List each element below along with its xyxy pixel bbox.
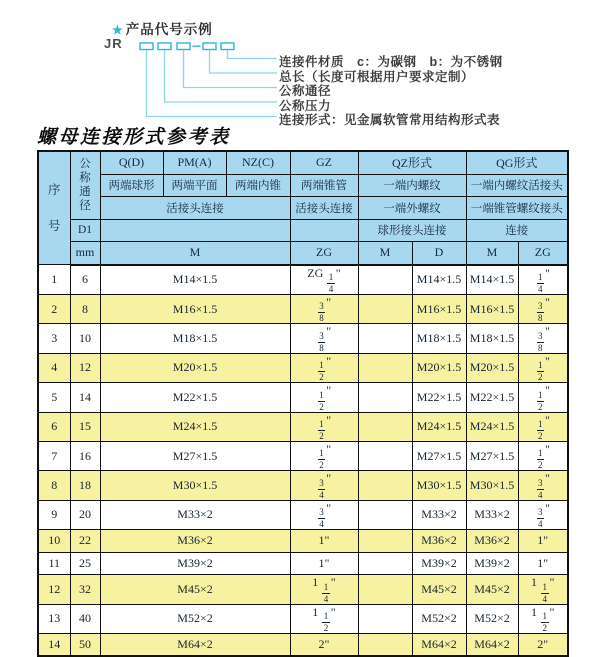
cell-dn: 15 (70, 412, 100, 441)
cell-qz-d: M45×2 (412, 575, 466, 604)
cell-m: M39×2 (100, 552, 290, 575)
cell-seq: 7 (38, 441, 70, 470)
diagram-heading-text: 产品代号示例 (125, 22, 213, 37)
cell-dn: 32 (70, 575, 100, 604)
pm-ends-desc: 两端平面 (163, 174, 226, 197)
qpmnz-spacer (100, 219, 290, 242)
cell-dn: 16 (70, 441, 100, 470)
cell-m: M14×1.5 (100, 265, 290, 295)
cell-m: M64×2 (100, 633, 290, 656)
col-header-pm: PM(A) (163, 151, 226, 174)
cell-seq: 12 (38, 575, 70, 604)
cell-dn: 50 (70, 633, 100, 656)
qg-m-subheader: M (466, 242, 518, 265)
gz-spacer (290, 219, 358, 242)
col-header-nz: NZ(C) (226, 151, 290, 174)
cell-m: M27×1.5 (100, 441, 290, 470)
cell-seq: 2 (38, 294, 70, 323)
cell-seq: 14 (38, 633, 70, 656)
cell-qg-zg: $\frac{1}{4}$ " (518, 265, 568, 295)
cell-qg-zg: $\frac{1}{2}$ " (518, 412, 568, 441)
cell-qz-m (358, 294, 412, 323)
cell-qg-zg: $\frac{1}{2}$ " (518, 353, 568, 382)
cell-dn: 40 (70, 604, 100, 633)
cell-gz-zg: $\frac{3}{8}$ " (290, 324, 358, 353)
cell-dn: 22 (70, 530, 100, 553)
cell-m: M52×2 (100, 604, 290, 633)
cell-qg-zg: 1 $\frac{1}{2}$ " (518, 604, 568, 633)
qz-d-subheader: D (412, 242, 466, 265)
cell-seq: 1 (38, 265, 70, 295)
cell-qg-m: M27×1.5 (466, 441, 518, 470)
cell-qg-zg: 1" (518, 552, 568, 575)
cell-qz-d: M18×1.5 (412, 324, 466, 353)
cell-seq: 9 (38, 500, 70, 529)
cell-qg-m: M30×1.5 (466, 471, 518, 500)
cell-qg-m: M39×2 (466, 552, 518, 575)
cell-m: M16×1.5 (100, 294, 290, 323)
code-label-pressure: 公称压力 (279, 98, 332, 113)
nz-ends-desc: 两端内锥 (226, 174, 290, 197)
cell-m: M36×2 (100, 530, 290, 553)
cell-gz-zg: 1" (290, 552, 358, 575)
cell-gz-zg: 2" (290, 633, 358, 656)
q-ends-desc: 两端球形 (100, 174, 163, 197)
cell-gz-zg: $\frac{3}{4}$ " (290, 471, 358, 500)
cell-seq: 6 (38, 412, 70, 441)
cell-qg-zg: $\frac{1}{2}$ " (518, 383, 568, 412)
qz-m-subheader: M (358, 242, 412, 265)
cell-qg-m: M33×2 (466, 500, 518, 529)
cell-qg-m: M24×1.5 (466, 412, 518, 441)
col-header-q: Q(D) (100, 151, 163, 174)
cell-dn: 20 (70, 500, 100, 529)
cell-qz-m (358, 441, 412, 470)
cell-qz-d: M22×1.5 (412, 383, 466, 412)
d1-header: D1 (70, 219, 100, 242)
cell-m: M20×1.5 (100, 353, 290, 382)
cell-qg-m: M18×1.5 (466, 324, 518, 353)
cell-qg-zg: $\frac{3}{8}$ " (518, 324, 568, 353)
cell-seq: 4 (38, 353, 70, 382)
cell-qz-m (358, 552, 412, 575)
qg-thread-desc: 一端内螺纹活接头 (466, 174, 568, 197)
cell-qz-d: M52×2 (412, 604, 466, 633)
cell-qz-d: M20×1.5 (412, 353, 466, 382)
cell-m: M45×2 (100, 575, 290, 604)
cell-dn: 8 (70, 294, 100, 323)
table-row (38, 324, 568, 353)
cell-gz-zg: $\frac{3}{8}$ " (290, 294, 358, 323)
nut-connection-reference-table (37, 150, 569, 657)
col-header-qg: QG形式 (466, 151, 568, 174)
table-row (38, 633, 568, 656)
cell-qz-m (358, 500, 412, 529)
table-row (38, 552, 568, 575)
table-row (38, 604, 568, 633)
cell-qg-m: M16×1.5 (466, 294, 518, 323)
cell-gz-zg: $\frac{3}{4}$ " (290, 500, 358, 529)
cell-qz-m (358, 633, 412, 656)
cell-qg-m: M45×2 (466, 575, 518, 604)
cell-qz-d: M27×1.5 (412, 441, 466, 470)
cell-qz-m (358, 530, 412, 553)
union-connection-desc: 活接头连接 (100, 197, 290, 220)
col-header-dn: 公 称 通 径 (70, 151, 100, 219)
table-row (38, 294, 568, 323)
cell-qg-zg: $\frac{1}{2}$ " (518, 441, 568, 470)
cell-m: M33×2 (100, 500, 290, 529)
cell-qz-d: M33×2 (412, 500, 466, 529)
cell-gz-zg: $\frac{1}{2}$ " (290, 353, 358, 382)
cell-m: M22×1.5 (100, 383, 290, 412)
cell-qz-d: M36×2 (412, 530, 466, 553)
cell-dn: 10 (70, 324, 100, 353)
cell-gz-zg: $\frac{1}{2}$ " (290, 383, 358, 412)
cell-qg-zg: $\frac{3}{8}$ " (518, 294, 568, 323)
cell-qz-m (358, 412, 412, 441)
cell-qz-d: M24×1.5 (412, 412, 466, 441)
cell-seq: 11 (38, 552, 70, 575)
diagram-heading (112, 18, 213, 38)
cell-dn: 25 (70, 552, 100, 575)
code-label-material: 连接件材质 c：为碳钢 b：为不锈钢 (279, 55, 503, 69)
cell-qg-zg: 1 $\frac{1}{4}$ " (518, 575, 568, 604)
unit-header: mm (70, 242, 100, 265)
cell-seq: 5 (38, 383, 70, 412)
col-header-seq: 序 号 (38, 151, 70, 265)
col-header-qz: QZ形式 (358, 151, 466, 174)
table-row (38, 530, 568, 553)
cell-qg-m: M36×2 (466, 530, 518, 553)
qz-thread-desc: 一端内螺纹 (358, 174, 466, 197)
cell-dn: 6 (70, 265, 100, 295)
cell-qg-m: M20×1.5 (466, 353, 518, 382)
table-row (38, 383, 568, 412)
cell-qg-zg: $\frac{3}{4}$ " (518, 500, 568, 529)
cell-gz-zg: 1" (290, 530, 358, 553)
cell-gz-zg: $\frac{1}{2}$ " (290, 412, 358, 441)
table-row (38, 265, 568, 295)
qg-zg-subheader: ZG (518, 242, 568, 265)
cell-qg-m: M52×2 (466, 604, 518, 633)
cell-qz-m (358, 383, 412, 412)
qz-thread2-desc: 一端外螺纹 (358, 197, 466, 220)
cell-dn: 18 (70, 471, 100, 500)
table-row (38, 500, 568, 529)
table-row (38, 412, 568, 441)
m-subheader: M (100, 242, 290, 265)
cell-m: M18×1.5 (100, 324, 290, 353)
table-body (38, 265, 568, 657)
code-label-length: 总长（长度可根据用户要求定制） (279, 69, 475, 84)
code-label-diameter: 公称通径 (279, 84, 332, 98)
qg-connection-desc: 连接 (466, 219, 568, 242)
table-row (38, 575, 568, 604)
cell-m: M30×1.5 (100, 471, 290, 500)
cell-qz-m (358, 471, 412, 500)
qg-thread2-desc: 一端锥管螺纹接头 (466, 197, 568, 220)
cell-qz-d: M64×2 (412, 633, 466, 656)
cell-gz-zg: 1 $\frac{1}{2}$ " (290, 604, 358, 633)
cell-seq: 13 (38, 604, 70, 633)
table-row (38, 441, 568, 470)
cell-qz-d: M14×1.5 (412, 265, 466, 295)
cell-qz-d: M16×1.5 (412, 294, 466, 323)
cell-qz-m (358, 265, 412, 295)
cell-qg-m: M64×2 (466, 633, 518, 656)
table-row (38, 353, 568, 382)
cell-seq: 10 (38, 530, 70, 553)
product-code-prefix: JR (104, 36, 123, 51)
cell-gz-zg: ZG $\frac{1}{4}$ " (290, 265, 358, 295)
cell-seq: 3 (38, 324, 70, 353)
cell-qg-zg: 2" (518, 633, 568, 656)
qz-connection-desc: 球形接头连接 (358, 219, 466, 242)
star-icon: ★ (112, 23, 124, 37)
cell-gz-zg: 1 $\frac{1}{4}$ " (290, 575, 358, 604)
cell-qz-m (358, 353, 412, 382)
cell-qz-m (358, 324, 412, 353)
cell-qz-d: M30×1.5 (412, 471, 466, 500)
cell-qg-m: M14×1.5 (466, 265, 518, 295)
cell-gz-zg: $\frac{1}{2}$ " (290, 441, 358, 470)
cell-qz-m (358, 604, 412, 633)
table-row (38, 471, 568, 500)
cell-qg-zg: 1" (518, 530, 568, 553)
col-header-gz: GZ (290, 151, 358, 174)
gz-connection-desc: 活接头连接 (290, 197, 358, 220)
gz-zg-subheader: ZG (290, 242, 358, 265)
cell-qg-zg: $\frac{3}{4}$ " (518, 471, 568, 500)
cell-dn: 12 (70, 353, 100, 382)
gz-ends-desc: 两端锥管 (290, 174, 358, 197)
cell-dn: 14 (70, 383, 100, 412)
cell-m: M24×1.5 (100, 412, 290, 441)
cell-qg-m: M22×1.5 (466, 383, 518, 412)
cell-qz-m (358, 575, 412, 604)
cell-qz-d: M39×2 (412, 552, 466, 575)
table-title: 螺母连接形式参考表 (37, 126, 231, 148)
cell-seq: 8 (38, 471, 70, 500)
code-label-connection: 连接形式：见金属软管常用结构形式表 (279, 113, 501, 127)
